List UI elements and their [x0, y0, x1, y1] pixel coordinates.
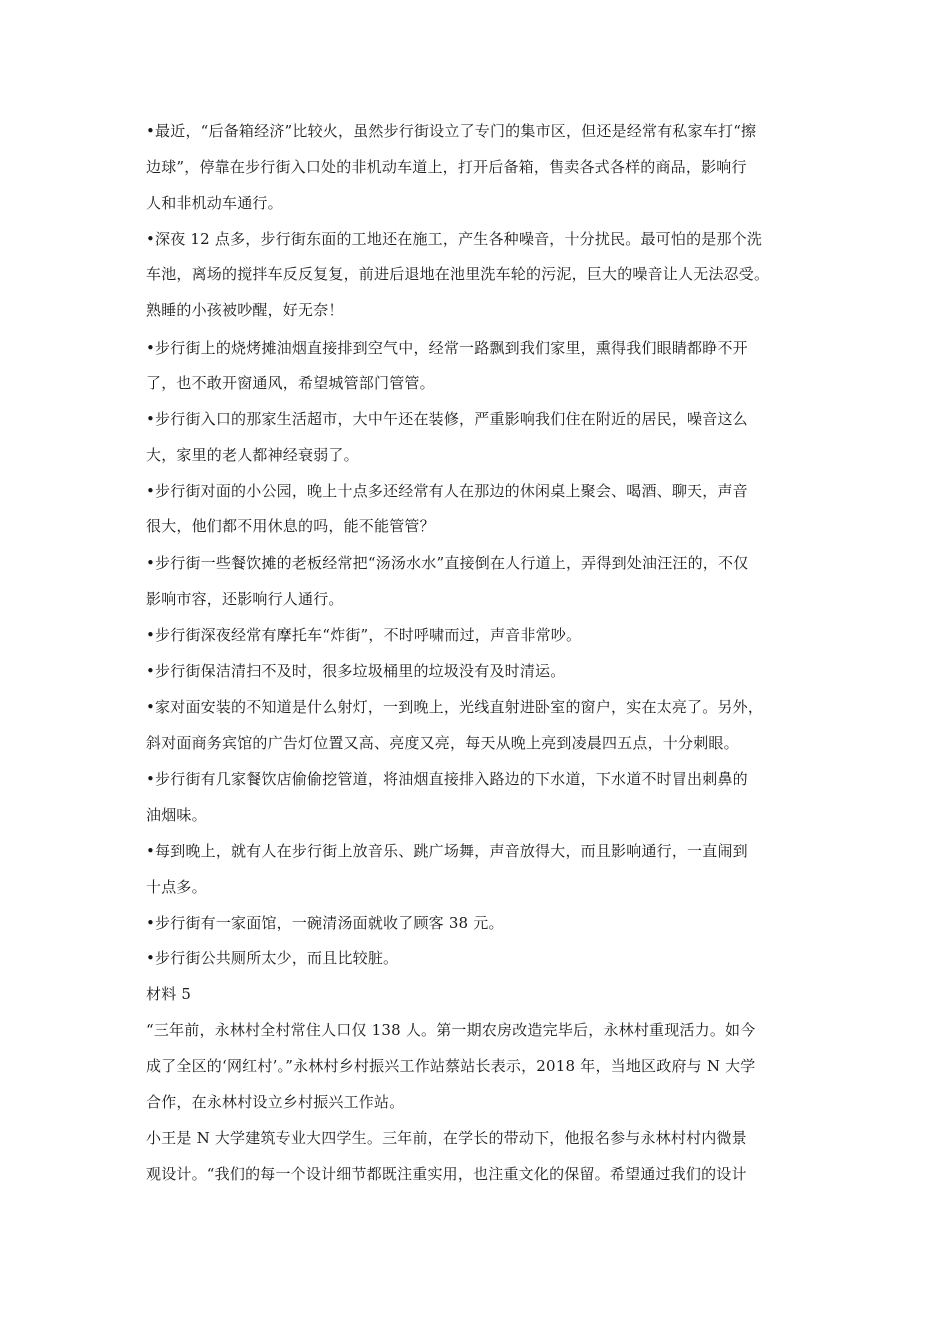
text-line: •步行街保洁清扫不及时，很多垃圾桶里的垃圾没有及时清运。: [146, 662, 566, 680]
text-line: 大，家里的老人都神经衰弱了。: [146, 446, 359, 464]
text-line: 观设计。“我们的每一个设计细节都既注重实用，也注重文化的保留。希望通过我们的设计: [146, 1165, 747, 1183]
text-line: 影响市容，还影响行人通行。: [146, 590, 344, 608]
text-line: 小王是 N 大学建筑专业大四学生。三年前，在学长的带动下，他报名参与永林村村内微景: [146, 1129, 747, 1147]
text-line: •步行街一些餐饮摊的老板经常把“汤汤水水”直接倒在人行道上，弄得到处油汪汪的，不仅: [146, 554, 749, 572]
text-line: 十点多。: [146, 878, 207, 896]
text-line: •步行街入口的那家生活超市，大中午还在装修，严重影响我们住在附近的居民，噪音这么: [146, 410, 748, 428]
text-line: 了，也不敢开窗通风，希望城管部门管管。: [146, 374, 435, 392]
text-line: •最近，“后备箱经济”比较火，虽然步行街设立了专门的集市区，但还是经常有私家车打“擦: [146, 122, 757, 140]
text-line: 边球”，停靠在步行街入口处的非机动车道上，打开后备箱，售卖各式各样的商品，影响行: [146, 158, 747, 176]
text-line: 熟睡的小孩被吵醒，好无奈！: [146, 301, 344, 319]
text-line: 斜对面商务宾馆的广告灯位置又高、亮度又亮，每天从晚上亮到凌晨四五点，十分刺眼。: [146, 734, 739, 752]
section-heading: 材料 5: [146, 985, 192, 1003]
text-line: 合作，在永林村设立乡村振兴工作站。: [146, 1093, 405, 1111]
text-line: •步行街上的烧烤摊油烟直接排到空气中，经常一路飘到我们家里，熏得我们眼睛都睁不开: [146, 339, 748, 357]
text-line: •步行街有几家餐饮店偷偷挖管道，将油烟直接排入路边的下水道，下水道不时冒出刺鼻的: [146, 770, 748, 788]
text-line: •步行街对面的小公园，晚上十点多还经常有人在那边的休闲桌上聚会、喝酒、聊天，声音: [146, 482, 748, 500]
text-line: 车池，离场的搅拌车反反复复，前进后退地在池里洗车轮的污泥，巨大的噪音让人无法忍受。: [146, 265, 770, 283]
text-line: •每到晚上，就有人在步行街上放音乐、跳广场舞，声音放得大，而且影响通行，一直闹到: [146, 842, 748, 860]
text-line: 成了全区的‘网红村’。”永林村乡村振兴工作站蔡站长表示，2018 年，当地区政府与 N 大学: [146, 1057, 756, 1075]
text-line: •步行街有一家面馆，一碗清汤面就收了顾客 38 元。: [146, 914, 504, 932]
text-line: 人和非机动车通行。: [146, 194, 283, 212]
text-line: “三年前，永林村全村常住人口仅 138 人。第一期农房改造完毕后，永林村重现活力。如今: [146, 1021, 756, 1039]
text-line: •步行街深夜经常有摩托车“炸街”，不时呼啸而过，声音非常吵。: [146, 626, 582, 644]
text-line: •深夜 12 点多，步行街东面的工地还在施工，产生各种噪音，十分扰民。最可怕的是那个洗: [146, 230, 763, 248]
text-line: •家对面安装的不知道是什么射灯，一到晚上，光线直射进卧室的窗户，实在太亮了。另外，: [146, 698, 764, 716]
text-line: 油烟味。: [146, 806, 207, 824]
text-line: •步行街公共厕所太少，而且比较脏。: [146, 949, 399, 967]
text-line: 很大，他们都不用休息的吗，能不能管管？: [146, 517, 435, 535]
